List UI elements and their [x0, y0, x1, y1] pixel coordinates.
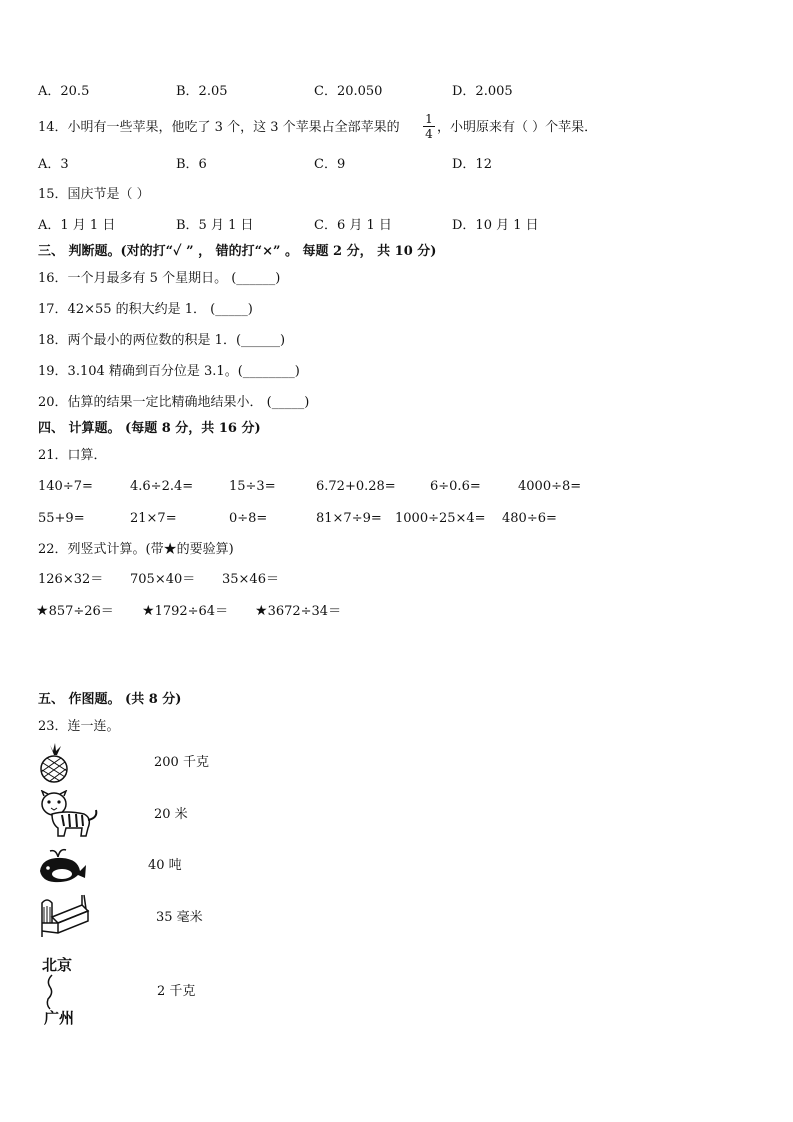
q21-r2-c6: 480÷6=	[502, 511, 557, 526]
q14-option-c: C．9	[314, 157, 346, 172]
q15-text: 15．国庆节是（ ）	[38, 187, 150, 202]
q21-r1-c6: 4000÷8=	[518, 479, 582, 494]
q22-title: 22．列竖式计算。(带★的要验算)	[38, 542, 234, 557]
q15-option-d: D．10 月 1 日	[452, 218, 539, 233]
q15-option-b: B．5 月 1 日	[176, 218, 254, 233]
q21-r1-c2: 4.6÷2.4=	[130, 479, 194, 494]
q22-r2-c1-text: 857÷26＝	[48, 604, 114, 619]
q13-option-d: D．2.005	[452, 84, 513, 99]
section5-title: 五、 作图题。 (共 8 分)	[38, 692, 182, 707]
tiger-icon	[36, 790, 102, 838]
fraction-denominator: 4	[425, 127, 433, 141]
q23-title: 23．连一连。	[38, 719, 120, 734]
map-label-guangzhou: 广州	[44, 1009, 75, 1027]
q22-r2-c2-text: 1792÷64＝	[154, 604, 229, 619]
q21-r1-c1: 140÷7=	[38, 479, 93, 494]
q22-r1-c2: 705×40＝	[130, 572, 196, 587]
q22-r2-c3-text: 3672÷34＝	[267, 604, 342, 619]
q14-option-d: D．12	[452, 157, 492, 172]
q21-r2-c4: 81×7÷9=	[316, 511, 382, 526]
route-line	[42, 973, 62, 1011]
q19: 19．3.104 精确到百分位是 3.1。(________)	[38, 364, 300, 379]
q15-option-a: A．1 月 1 日	[38, 218, 116, 233]
q22-r1-c3: 35×46＝	[222, 572, 279, 587]
q21-r2-c1: 55+9=	[38, 511, 85, 526]
q18: 18．两个最小的两位数的积是 1．(______)	[38, 333, 286, 348]
q15-option-c: C．6 月 1 日	[314, 218, 392, 233]
unit-35mm: 35 毫米	[156, 910, 203, 925]
q22-r2-c3	[255, 603, 341, 620]
q21-r1-c5: 6÷0.6=	[430, 479, 481, 494]
map-label-beijing: 北京	[42, 956, 73, 974]
star-icon: ★	[142, 603, 155, 619]
q14-option-b: B．6	[176, 157, 207, 172]
section3-title: 三、 判断题。(对的打“✓ ” ， 错的打“×” 。 每题 2 分， 共 10 分)	[38, 244, 437, 259]
unit-40t: 40 吨	[148, 858, 182, 873]
q21-r2-c3: 0÷8=	[229, 511, 268, 526]
q21-r2-c2: 21×7=	[130, 511, 177, 526]
q13-option-c: C．20.050	[314, 84, 383, 99]
section4-title: 四、 计算题。 (每题 8 分，共 16 分)	[38, 421, 261, 436]
star-icon: ★	[36, 603, 49, 619]
q13-option-b: B．2.05	[176, 84, 228, 99]
q14-text-before: 14．小明有一些苹果，他吃了 3 个，这 3 个苹果占全部苹果的	[38, 120, 400, 135]
fraction-numerator: 1	[425, 112, 433, 126]
q21-r1-c3: 15÷3=	[229, 479, 276, 494]
pineapple-icon	[36, 743, 72, 783]
q14-text-after: ，小明原来有（ ）个苹果．	[437, 120, 598, 135]
q17: 17．42×55 的积大约是 1． (_____)	[38, 302, 253, 317]
unit-2kg: 2 千克	[157, 984, 196, 999]
q14-option-a: A．3	[38, 157, 69, 172]
q14-fraction	[423, 113, 435, 140]
q20: 20．估算的结果一定比精确地结果小． (_____)	[38, 395, 310, 410]
q13-option-a: A．20.5	[38, 84, 90, 99]
star-icon: ★	[255, 603, 268, 619]
q21-r1-c4: 6.72+0.28=	[316, 479, 396, 494]
bed-icon	[38, 893, 90, 939]
unit-200kg: 200 千克	[154, 755, 209, 770]
whale-icon	[36, 845, 88, 885]
q22-r1-c1: 126×32＝	[38, 572, 104, 587]
q16: 16．一个月最多有 5 个星期日。 (______)	[38, 271, 281, 286]
q22-r2-c2	[142, 603, 228, 620]
q21-r2-c5: 1000÷25×4=	[395, 511, 486, 526]
unit-20m: 20 米	[154, 807, 188, 822]
q21-title: 21．口算．	[38, 448, 107, 463]
q22-r2-c1	[36, 603, 114, 620]
